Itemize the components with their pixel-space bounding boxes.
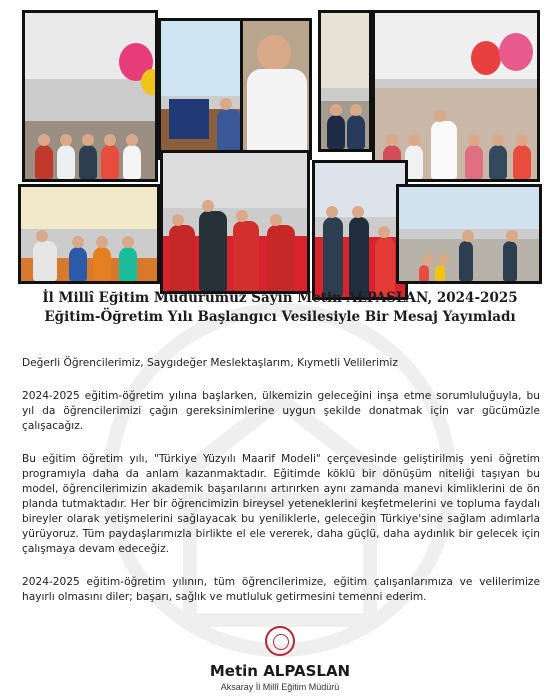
heading-line-2: Eğitim-Öğretim Yılı Başlangıcı Vesilesiyle Bir Mesaj Yayımladı	[44, 309, 516, 325]
photo-collage	[0, 0, 560, 300]
greeting: Değerli Öğrencilerimiz, Saygıdeğer Meslektaşlarım, Kıymetli Velilerimiz	[22, 357, 398, 369]
signatory-title: Aksaray İl Millî Eğitim Müdürü	[220, 682, 340, 692]
heading-line-1: İl Millî Eğitim Müdürümüz Sayın Metin ALPASLAN, 2024-2025	[42, 290, 518, 306]
message-body	[22, 356, 540, 615]
photo-celebration-crowd	[372, 10, 540, 182]
photo-ceremony-tent	[22, 10, 158, 182]
ministry-seal-icon	[265, 626, 295, 656]
signature-block	[0, 626, 560, 692]
photo-students-group	[160, 150, 310, 294]
paragraph-2: Bu eğitim öğretim yılı, "Türkiye Yüzyılı Maarif Modeli" çerçevesinde geliştirilmiş yeni öğretim programıyla daha da anlam kazanmaktadır. Eğitimde köklü bir dönüşüm niteliği taşıyan bu model, öğrencilerimizin akademik başarılarını artırırken aynı zamanda manevi kimliklerini de ön planda tutmaktadır. Her bir öğrencimizin bireysel yeteneklerini keşfetmelerini ve topluma faydalı bireyler olarak yetişmelerini sağlayacak bu yeniliklerle, geleceğin Türkiye'sine sağlam adımlarla yürüyoruz. Tüm paydaşlarımızla birlikte el ele vererek, daha güçlü, daha aydınlık bir gelecek için çalışmaya devam edeceğiz.	[22, 453, 540, 555]
announcement-heading	[0, 289, 560, 327]
photo-schoolyard	[396, 184, 542, 284]
photo-classroom-desks	[18, 184, 160, 284]
photo-officials-flags	[312, 160, 408, 300]
paragraph-1: 2024-2025 eğitim-öğretim yılına başlarken, ülkemizin geleceğini inşa etme sorumluluğuyla, bu yıl da öğrencilerimizi çağın gereksinimlerine uygun şekilde donatmak için var gücümüzle çalışacağız.	[22, 390, 540, 432]
signatory-name: Metin ALPASLAN	[209, 662, 351, 680]
paragraph-3: 2024-2025 eğitim-öğretim yılının, tüm öğrencilerimize, eğitim çalışanlarımıza ve velilerimize hayırlı olmasını diler; başarı, sağlık ve mutluluk getirmesini temenni ederim.	[22, 576, 540, 603]
photo-school-entrance	[318, 10, 372, 152]
photo-director-white-shirt	[240, 18, 312, 160]
